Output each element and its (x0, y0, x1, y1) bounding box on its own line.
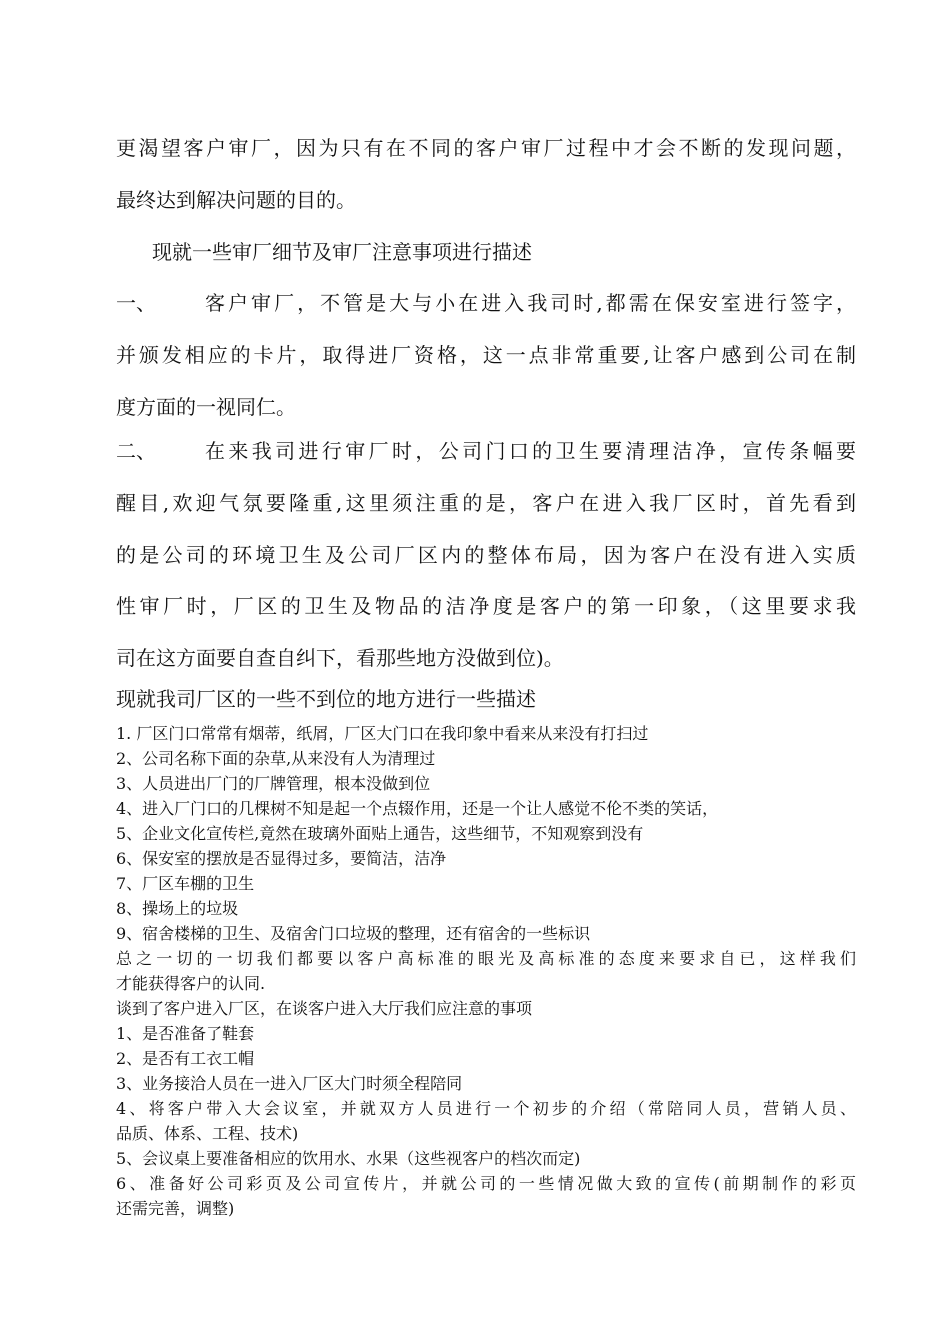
list-item-continuation: 品质、体系、工程、技术) (116, 1124, 299, 1143)
list-item: 1、是否准备了鞋套 (116, 1024, 255, 1043)
paragraph-intro: 现就我司厂区的一些不到位的地方进行一些描述 (116, 687, 536, 711)
list-item: 7、厂区车棚的卫生 (116, 874, 255, 893)
list-item: 2、公司名称下面的杂草,从来没有人为清理过 (116, 749, 436, 768)
paragraph-line: 最终达到解决问题的目的。 (116, 188, 356, 212)
paragraph-line: 在来我司进行审厂时，公司门口的卫生要清理洁净，宣传条幅要 (205, 439, 856, 463)
paragraph-line: 度方面的一视同仁。 (116, 395, 296, 419)
paragraph-line: 并颁发相应的卡片，取得进厂资格，这一点非常重要,让客户感到公司在制 (116, 343, 856, 367)
paragraph-line: 性审厂时，厂区的卫生及物品的洁净度是客户的第一印象，（这里要求我 (116, 594, 856, 618)
list-item: 8、操场上的垃圾 (116, 899, 239, 918)
section-number: 二、 (116, 439, 156, 463)
summary-line: 才能获得客户的认同. (116, 974, 266, 993)
list-item: 2、是否有工衣工帽 (116, 1049, 255, 1068)
list-item: 1. 厂区门口常常有烟蒂，纸屑，厂区大门口在我印象中看来从来没有打扫过 (116, 724, 649, 743)
list-item: 5、会议桌上要准备相应的饮用水、水果（这些视客户的档次而定) (116, 1149, 581, 1168)
paragraph-line: 司在这方面要自查自纠下，看那些地方没做到位)。 (116, 646, 564, 670)
section-number: 一、 (116, 291, 156, 315)
list-item: 5、企业文化宣传栏,竟然在玻璃外面贴上通告，这些细节，不知观察到没有 (116, 824, 644, 843)
paragraph-line: 客户审厂，不管是大与小在进入我司时,都需在保安室进行签字， (205, 291, 856, 315)
list-item: 9、宿舍楼梯的卫生、及宿舍门口垃圾的整理，还有宿舍的一些标识 (116, 924, 591, 943)
paragraph-line: 更渴望客户审厂，因为只有在不同的客户审厂过程中才会不断的发现问题， (116, 136, 856, 160)
paragraph-line: 醒目,欢迎气氛要隆重,这里须注重的是，客户在进入我厂区时，首先看到 (116, 491, 856, 515)
summary-line: 总之一切的一切我们都要以客户高标准的眼光及高标准的态度来要求自已，这样我们 (116, 949, 856, 968)
paragraph-line: 的是公司的环境卫生及公司厂区内的整体布局，因为客户在没有进入实质 (116, 543, 856, 567)
paragraph-intro: 现就一些审厂细节及审厂注意事项进行描述 (152, 240, 532, 264)
list-item: 6、准备好公司彩页及公司宣传片，并就公司的一些情况做大致的宣传(前期制作的彩页 (116, 1174, 856, 1193)
list-item-continuation: 还需完善，调整) (116, 1199, 235, 1218)
list-item: 4、进入厂门口的几棵树不知是起一个点辍作用，还是一个让人感觉不伦不类的笑话， (116, 799, 719, 818)
list-item: 3、业务接洽人员在一进入厂区大门时须全程陪同 (116, 1074, 463, 1093)
paragraph-intro: 谈到了客户进入厂区，在谈客户进入大厅我们应注意的事项 (116, 999, 533, 1018)
list-item: 6、保安室的摆放是否显得过多，要简洁，洁净 (116, 849, 447, 868)
list-item: 3、人员进出厂门的厂牌管理，根本没做到位 (116, 774, 431, 793)
list-item: 4、将客户带入大会议室，并就双方人员进行一个初步的介绍（常陪同人员，营销人员、 (116, 1099, 856, 1118)
